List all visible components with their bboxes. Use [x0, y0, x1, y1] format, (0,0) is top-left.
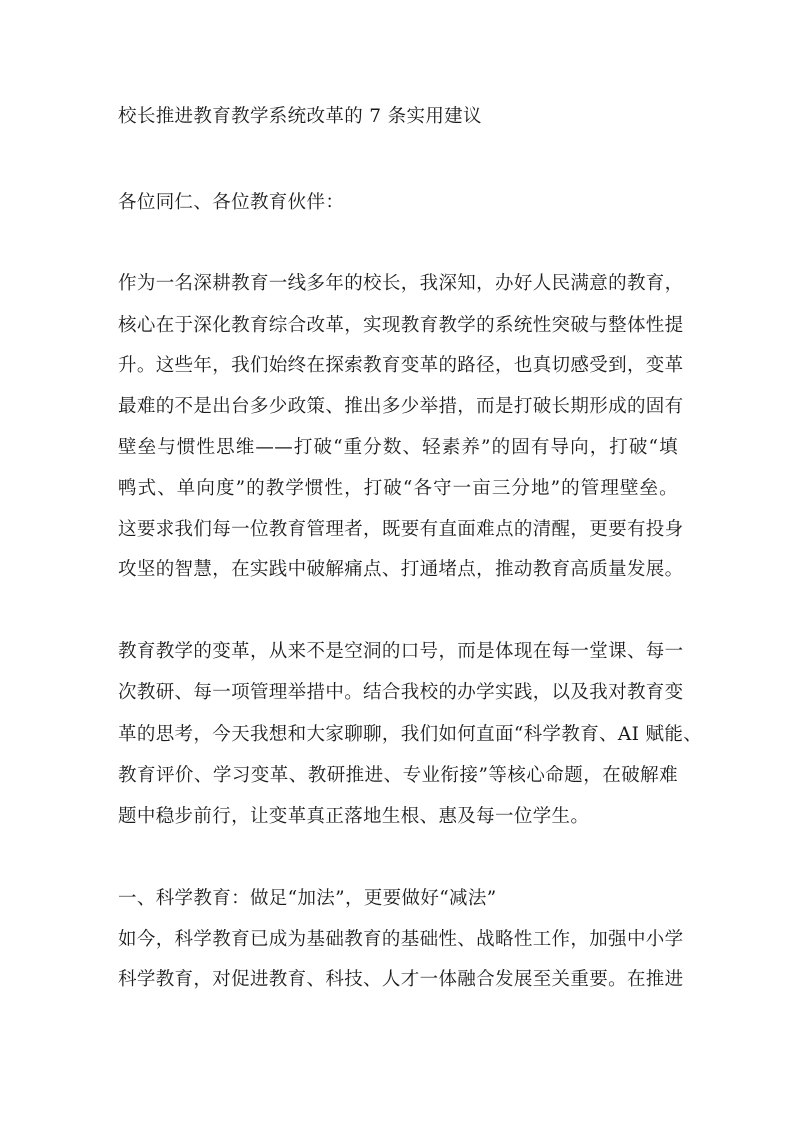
paragraph-line: 革的思考，今天我想和大家聊聊，我们如何直面“科学教育、AI 赋能、	[118, 724, 703, 745]
paragraph-line: 核心在于深化教育综合改革，实现教育教学的系统性突破与整体性提	[118, 315, 684, 336]
document-title: 校长推进教育教学系统改革的 7 条实用建议	[118, 106, 482, 127]
paragraph-line: 最难的不是出台多少政策、推出多少举措，而是打破长期形成的固有	[118, 396, 684, 417]
paragraph-line: 如今，科学教育已成为基础教育的基础性、战略性工作，加强中小学	[118, 929, 684, 950]
paragraph-line: 攻坚的智慧，在实践中破解痛点、打通堵点，推动教育高质量发展。	[118, 559, 684, 580]
section-heading: 一、科学教育：做足“加法”，更要做好“减法”	[118, 888, 497, 909]
paragraph-line: 鸭式、单向度”的教学惯性，打破“各守一亩三分地”的管理壁垒。	[118, 478, 678, 499]
paragraph-line: 升。这些年，我们始终在探索教育变革的路径，也真切感受到，变革	[118, 355, 684, 376]
paragraph-line: 作为一名深耕教育一线多年的校长，我深知，办好人民满意的教育，	[118, 273, 684, 294]
paragraph-line: 次教研、每一项管理举措中。结合我校的办学实践，以及我对教育变	[118, 682, 684, 703]
paragraph-line: 这要求我们每一位教育管理者，既要有直面难点的清醒，更要有投身	[118, 519, 684, 540]
greeting: 各位同仁、各位教育伙伴：	[118, 192, 345, 213]
paragraph-line: 教育评价、学习变革、教研推进、专业衔接”等核心命题，在破解难	[118, 765, 678, 786]
paragraph-line: 科学教育，对促进教育、科技、人才一体融合发展至关重要。在推进	[118, 969, 684, 990]
paragraph-line: 题中稳步前行，让变革真正落地生根、惠及每一位学生。	[118, 806, 590, 827]
paragraph-line: 教育教学的变革，从来不是空洞的口号，而是体现在每一堂课、每一	[118, 641, 684, 662]
paragraph-line: 壁垒与惯性思维——打破“重分数、轻素养”的固有导向，打破“填	[118, 437, 678, 458]
